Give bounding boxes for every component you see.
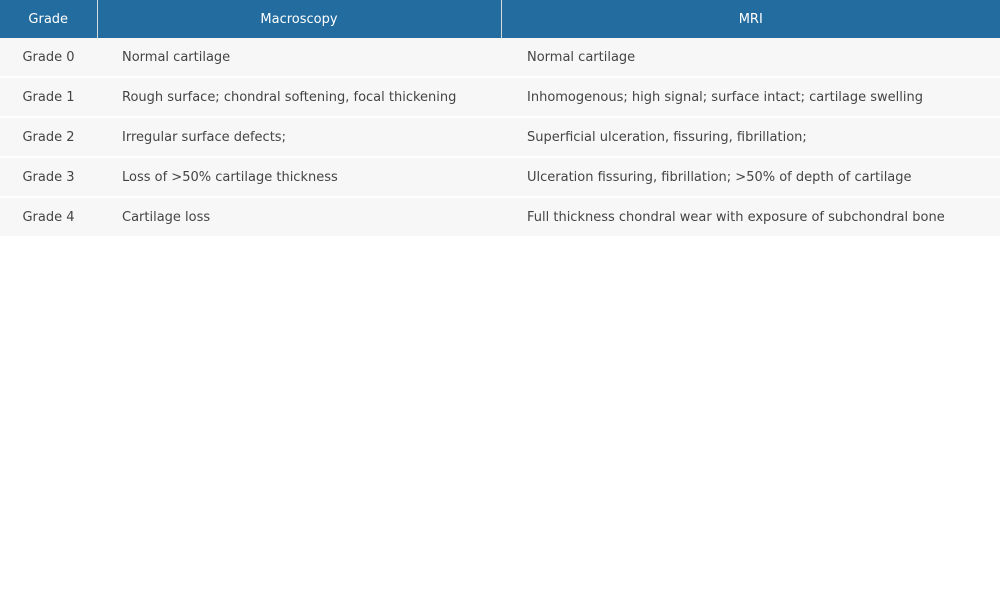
header-grade: Grade [0, 0, 97, 38]
mri-cell: Superficial ulceration, fissuring, fibrillation; [501, 117, 1000, 157]
grade-cell: Grade 1 [0, 77, 97, 117]
macroscopy-cell: Rough surface; chondral softening, focal thickening [97, 77, 501, 117]
macroscopy-cell: Cartilage loss [97, 197, 501, 237]
grade-cell: Grade 3 [0, 157, 97, 197]
mri-cell: Normal cartilage [501, 38, 1000, 77]
table-header [0, 0, 1000, 38]
table-row [0, 77, 1000, 117]
grade-cell: Grade 0 [0, 38, 97, 77]
macroscopy-cell: Irregular surface defects; [97, 117, 501, 157]
table-row [0, 38, 1000, 77]
header-row [0, 0, 1000, 38]
grade-cell: Grade 4 [0, 197, 97, 237]
macroscopy-cell: Loss of >50% cartilage thickness [97, 157, 501, 197]
mri-cell: Inhomogenous; high signal; surface intact; cartilage swelling [501, 77, 1000, 117]
mri-cell: Ulceration fissuring, fibrillation; >50% of depth of cartilage [501, 157, 1000, 197]
header-mri: MRI [501, 0, 1000, 38]
macroscopy-cell: Normal cartilage [97, 38, 501, 77]
grade-cell: Grade 2 [0, 117, 97, 157]
table-row [0, 117, 1000, 157]
table-body [0, 38, 1000, 237]
table-row [0, 157, 1000, 197]
table-row [0, 197, 1000, 237]
header-macroscopy: Macroscopy [97, 0, 501, 38]
mri-cell: Full thickness chondral wear with exposure of subchondral bone [501, 197, 1000, 237]
cartilage-grading-table [0, 0, 1000, 238]
